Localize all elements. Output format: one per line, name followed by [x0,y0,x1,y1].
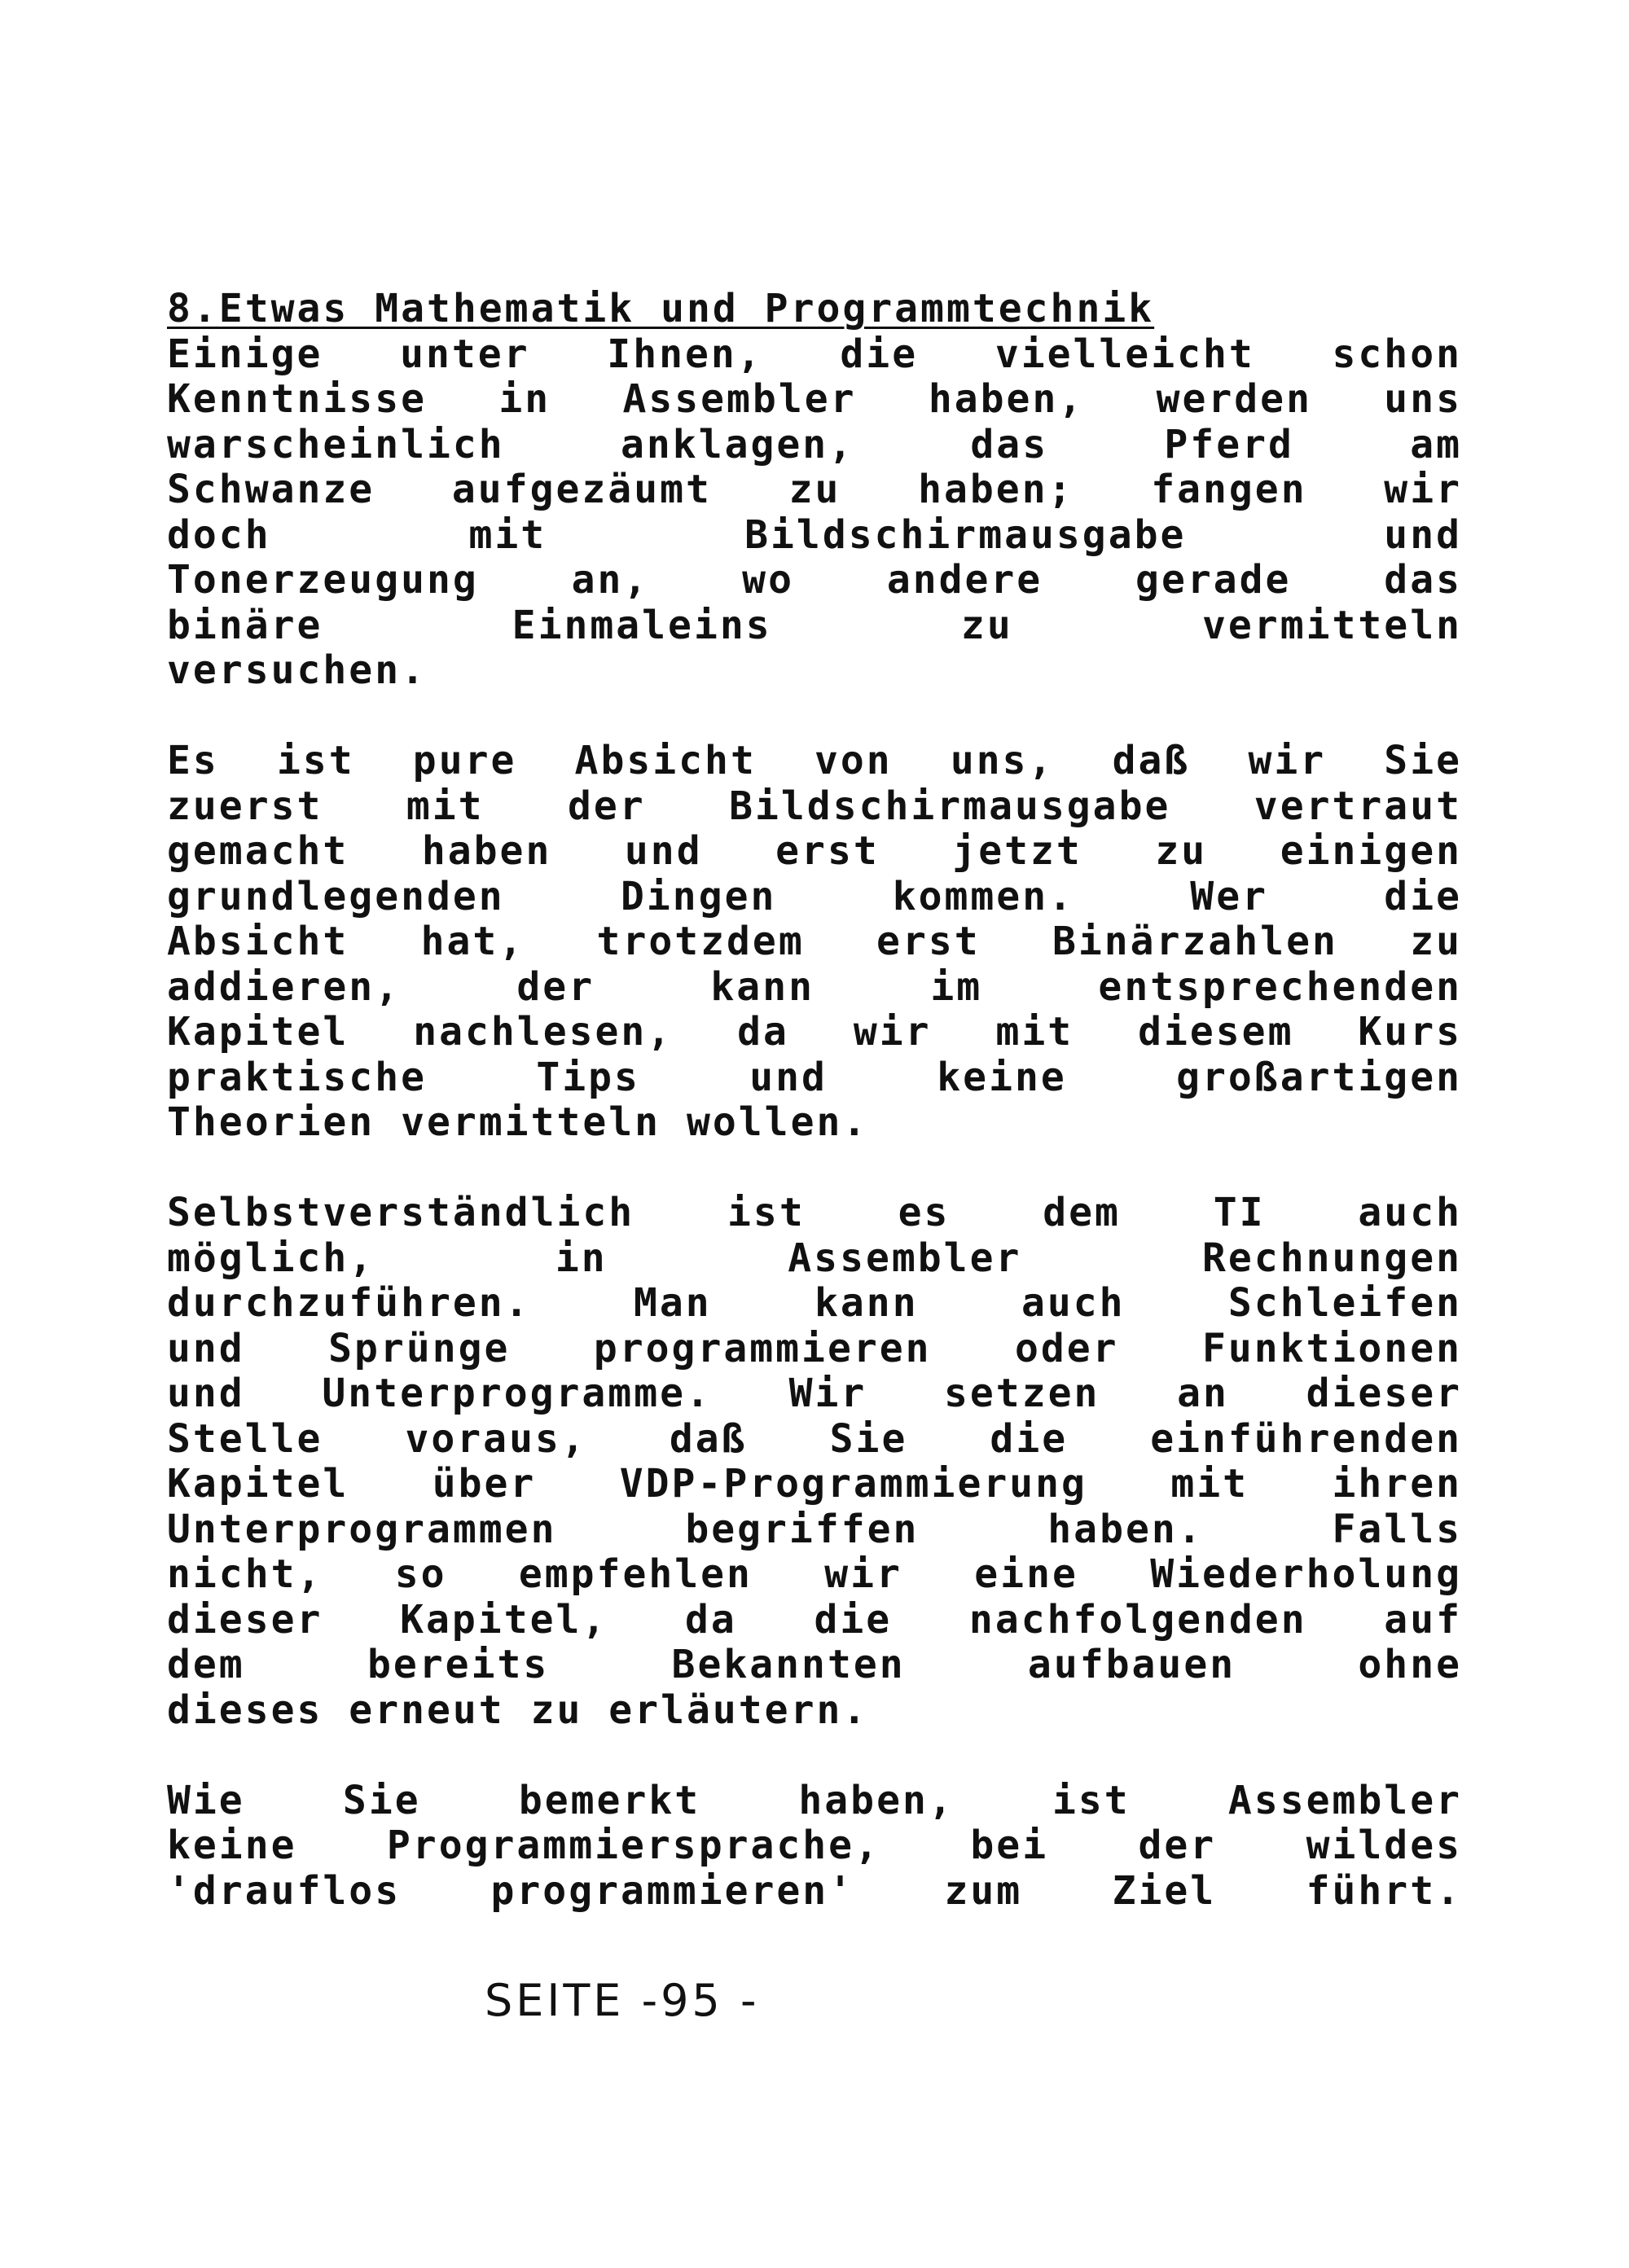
text-line: dieses erneut zu erläutern. [167,1687,869,1733]
text-line: grundlegenden Dingen kommen. Wer die [167,873,1462,919]
text-line: Einige unter Ihnen, die vielleicht schon [167,331,1462,377]
text-line: Wie Sie bemerkt haben, ist Assembler [167,1777,1462,1823]
text-line: doch mit Bildschirmausgabe und [167,511,1462,558]
text-line: Es ist pure Absicht von uns, daß wir Sie [167,738,1462,783]
text-line: gemacht haben und erst jetzt zu einigen [167,828,1462,874]
text-line: Unterprogrammen begriffen haben. Falls [167,1506,1462,1552]
section-heading: 8.Etwas Mathematik und Programmtechnik [167,286,1155,331]
page-number: SEITE -95 - [485,1975,760,2026]
paragraph-3 [167,1191,1462,1733]
paragraph-gap [167,694,1462,739]
text-line: zuerst mit der Bildschirmausgabe vertraut [167,783,1462,829]
text-line: Theorien vermitteln wollen. [167,1099,869,1145]
text-line: 'drauflos programmieren' zum Ziel führt. [167,1867,1462,1914]
text-line: warscheinlich anklagen, das Pferd am [167,421,1462,467]
paragraph-1 [167,332,1462,694]
text-line: und Unterprogramme. Wir setzen an dieser [167,1371,1462,1416]
text-line: Tonerzeugung an, wo andere gerade das [167,557,1462,603]
text-line: Kapitel über VDP-Programmierung mit ihren [167,1461,1462,1507]
text-line: Kenntnisse in Assembler haben, werden uns [167,376,1462,422]
text-line: und Sprünge programmieren oder Funktionen [167,1325,1462,1371]
text-line: keine Programmiersprache, bei der wildes [167,1823,1462,1868]
text-line: dieser Kapitel, da die nachfolgenden auf [167,1596,1462,1643]
text-line: versuchen. [167,647,427,693]
text-line: möglich, in Assembler Rechnungen [167,1235,1462,1281]
text-line: Schwanze aufgezäumt zu haben; fangen wir [167,467,1462,512]
text-line: nicht, so empfehlen wir eine Wiederholung [167,1551,1462,1597]
body-text [167,287,1462,1914]
text-line: Stelle voraus, daß Sie die einführenden [167,1415,1462,1462]
paragraph-gap [167,1146,1462,1191]
text-line: praktische Tips und keine großartigen [167,1054,1462,1100]
text-line: Absicht hat, trotzdem erst Binärzahlen zu [167,919,1462,964]
text-line: durchzuführen. Man kann auch Schleifen [167,1280,1462,1326]
text-line: addieren, der kann im entsprechenden [167,963,1462,1010]
text-line: Kapitel nachlesen, da wir mit diesem Kurs [167,1009,1462,1055]
text-line: dem bereits Bekannten aufbauen ohne [167,1642,1462,1687]
paragraph-gap [167,1733,1462,1779]
text-line: Selbstverständlich ist es dem TI auch [167,1190,1462,1235]
paragraph-4 [167,1779,1462,1915]
paragraph-2 [167,739,1462,1146]
text-line: binäre Einmaleins zu vermitteln [167,602,1462,648]
